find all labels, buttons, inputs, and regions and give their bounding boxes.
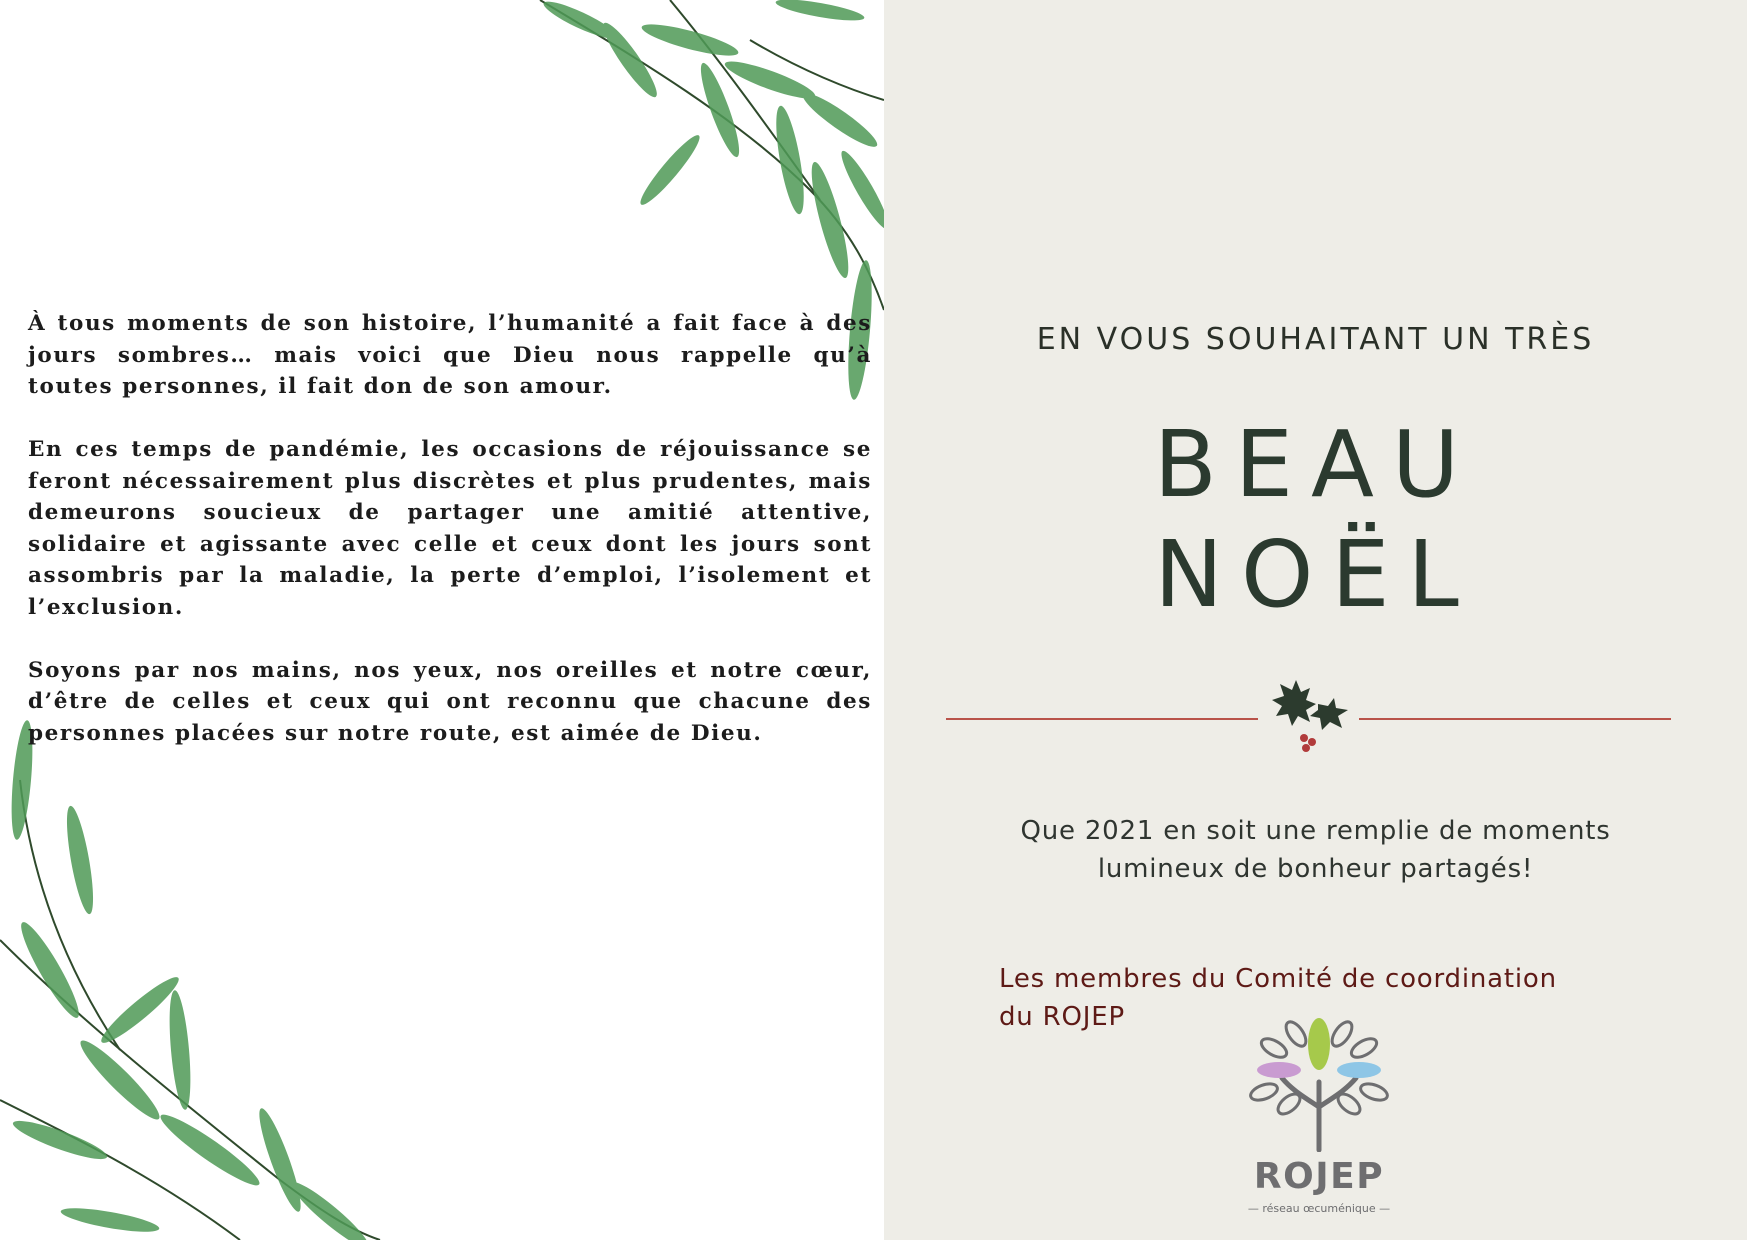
tree-icon xyxy=(1244,1012,1394,1152)
greeting-subtitle: EN VOUS SOUHAITANT UN TRÈS xyxy=(1036,322,1595,357)
wish-line-1: Que 2021 en soit une remplie de moments xyxy=(1020,816,1611,846)
logo-tagline: — réseau œcuménique — xyxy=(1247,1202,1391,1215)
message-paragraph-1: À tous moments de son histoire, l’humanité a fait face à des jours sombres… mais voici que Dieu nous rappelle qu’à toutes personnes, il fait don de son amour. xyxy=(28,311,872,399)
greeting-title-line-1: BEAU xyxy=(1153,411,1478,518)
message-body xyxy=(28,308,872,781)
divider-right xyxy=(1359,718,1671,720)
greeting-panel xyxy=(884,0,1747,1240)
signature-line-2: du ROJEP xyxy=(999,1002,1125,1032)
greeting-title-line-2: NOËL xyxy=(1154,521,1477,628)
eucalyptus-branch-bottom-icon xyxy=(0,720,400,1240)
logo-name: ROJEP xyxy=(1253,1156,1385,1197)
holly-icon xyxy=(1268,676,1352,756)
message-paragraph-2: En ces temps de pandémie, les occasions de réjouissance se feront nécessairement plus discrètes et plus prudentes, mais demeurons soucieux de partager une amitié attentive, solidaire et agissante avec celle et ceux dont les jours sont assombris par la maladie, la perte d’emploi, l’isolement et l’exclusion. xyxy=(28,437,872,620)
wish-line-2: lumineux de bonheur partagés! xyxy=(1097,854,1534,884)
new-year-wish xyxy=(884,812,1747,888)
divider-left xyxy=(946,718,1258,720)
rojep-logo xyxy=(1244,1012,1394,1215)
signature-line-1: Les membres du Comité de coordination xyxy=(999,964,1557,994)
message-paragraph-3: Soyons par nos mains, nos yeux, nos oreilles et notre cœur, d’être de celles et ceux qui ont reconnu que chacune des personnes placées sur notre route, est aimée de Dieu. xyxy=(28,657,872,746)
